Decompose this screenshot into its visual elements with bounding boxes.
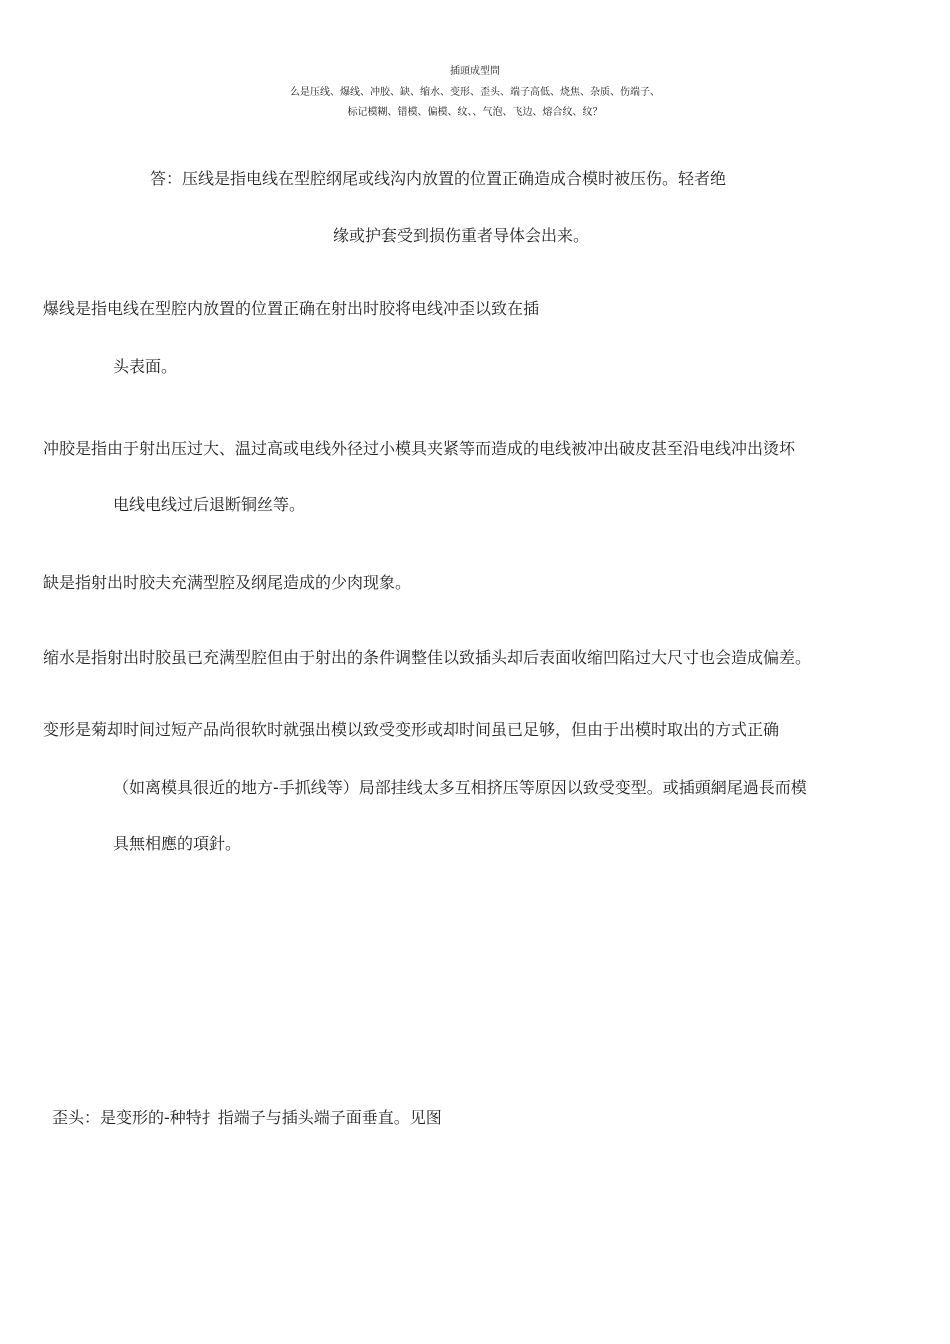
question-line-1: 么是压线、爆线、冲胶、缺、缩水、变形、歪头、端子高低、烧焦、杂质、伤端子、: [290, 87, 660, 98]
paragraph-bianxing-line-2: （如离模具很近的地方-手抓线等）局部挂线太多互相挤压等原因以致受变型。或插頭網尾過長而模: [113, 778, 807, 797]
paragraph-chongjiao-line-2: 电线电线过后退断铜丝等。: [113, 495, 306, 514]
paragraph-chongjiao-line-1: 冲胶是指由于射出压过大、温过高或电线外径过小模具夹紧等而造成的电线被冲出破皮甚至沿电线冲出烫坏: [43, 439, 796, 458]
answer-line-2: 缘或护套受到损伤重者导体会出来。: [333, 226, 590, 245]
paragraph-suoshui: 缩水是指射出时胶虽已充满型腔但由于射出的条件调整佳以致插头却后表面收缩凹陷过大尺寸也会造成偏差。: [43, 648, 812, 667]
paragraph-que: 缺是指射出时胶夫充满型腔及纲尾造成的少肉现象。: [43, 573, 412, 592]
paragraph-baoxian-line-2: 头表面。: [113, 357, 178, 376]
paragraph-bianxing-line-3: 具無相應的項針。: [113, 834, 242, 853]
question-line-2: 标记模糊、错模、偏模、纹、、气泡、飞边、熔合纹、纹？: [347, 107, 603, 118]
answer-line-1: 答：压线是指电线在型腔纲尾或线沟内放置的位置正确造成合模时被压伤。轻者绝: [150, 169, 727, 188]
paragraph-bianxing-line-1: 变形是菊却时间过短产品尚很软时就强出模以致受变形或却时间虽已足够，但由于出模时取出的方式正确: [43, 720, 780, 739]
document-title: 插頭成型問: [450, 66, 500, 77]
paragraph-baoxian-line-1: 爆线是指电线在型腔内放置的位置正确在射出时胶将电线冲歪以致在插: [43, 299, 540, 318]
paragraph-waitou: 歪头：是变形的-种特扌指端子与插头端子面垂直。见图: [52, 1108, 442, 1127]
